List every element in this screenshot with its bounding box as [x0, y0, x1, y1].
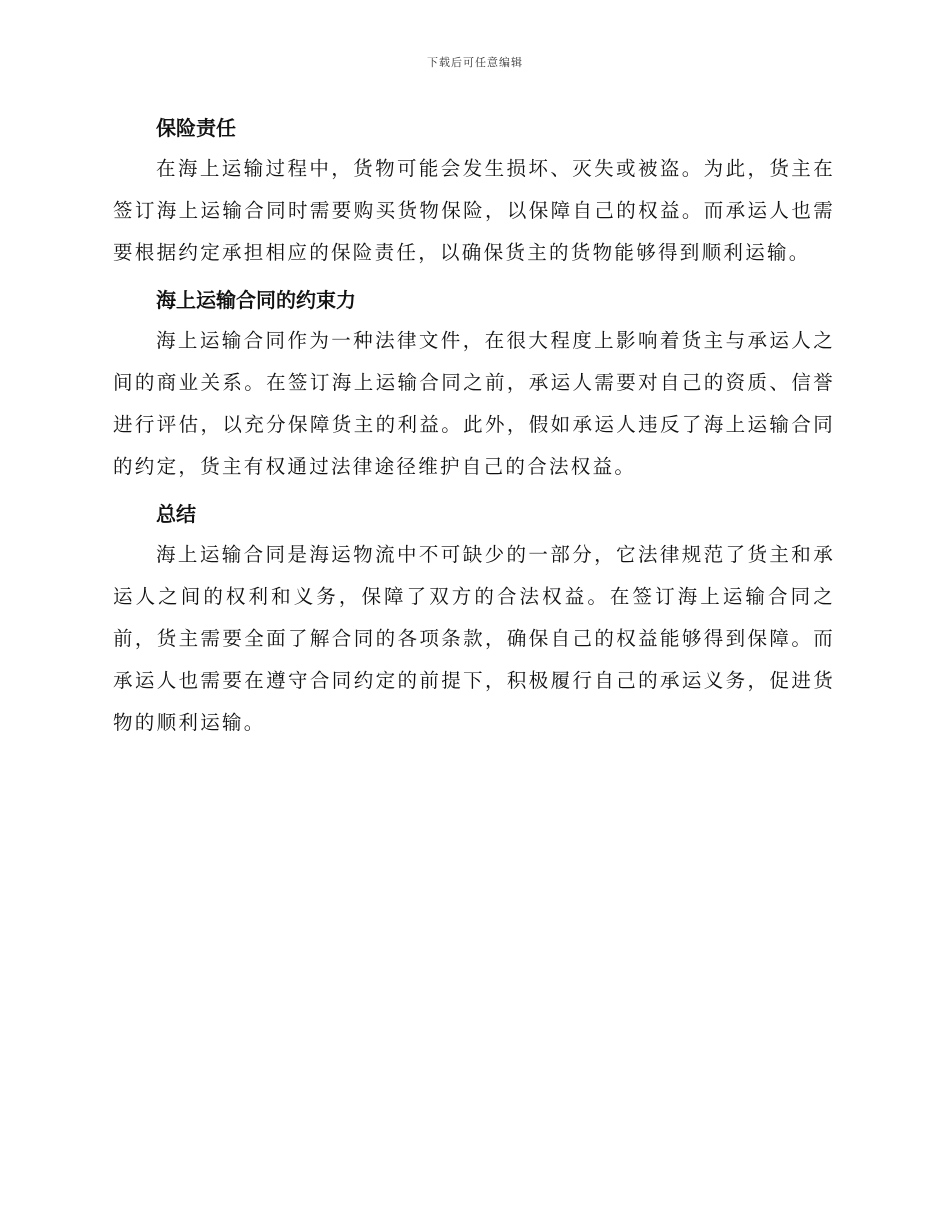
document-body — [113, 108, 835, 750]
section-summary — [113, 494, 835, 744]
section-binding-force — [113, 280, 835, 488]
section-paragraph: 海上运输合同是海运物流中不可缺少的一部分，它法律规范了货主和承运人之间的权利和义务，保障了双方的合法权益。在签订海上运输合同之前，货主需要全面了解合同的各项条款，确保自己的权益能够得到保障。而承运人也需要在遵守合同约定的前提下，积极履行自己的承运义务，促进货物的顺利运输。 — [113, 543, 835, 734]
section-heading: 保险责任 — [156, 116, 236, 140]
section-paragraph: 海上运输合同作为一种法律文件，在很大程度上影响着货主与承运人之间的商业关系。在签订海上运输合同之前，承运人需要对自己的资质、信誉进行评估，以充分保障货主的利益。此外，假如承运人违反了海上运输合同的约定，货主有权通过法律途径维护自己的合法权益。 — [113, 329, 835, 478]
section-paragraph: 在海上运输过程中，货物可能会发生损坏、灭失或被盗。为此，货主在签订海上运输合同时需要购买货物保险，以保障自己的权益。而承运人也需要根据约定承担相应的保险责任，以确保货主的货物能够得到顺利运输。 — [113, 157, 835, 264]
page-header: 下载后可任意编辑 — [427, 56, 523, 69]
section-insurance-liability — [113, 108, 835, 274]
section-heading: 总结 — [156, 502, 196, 526]
section-heading: 海上运输合同的约束力 — [156, 288, 356, 312]
